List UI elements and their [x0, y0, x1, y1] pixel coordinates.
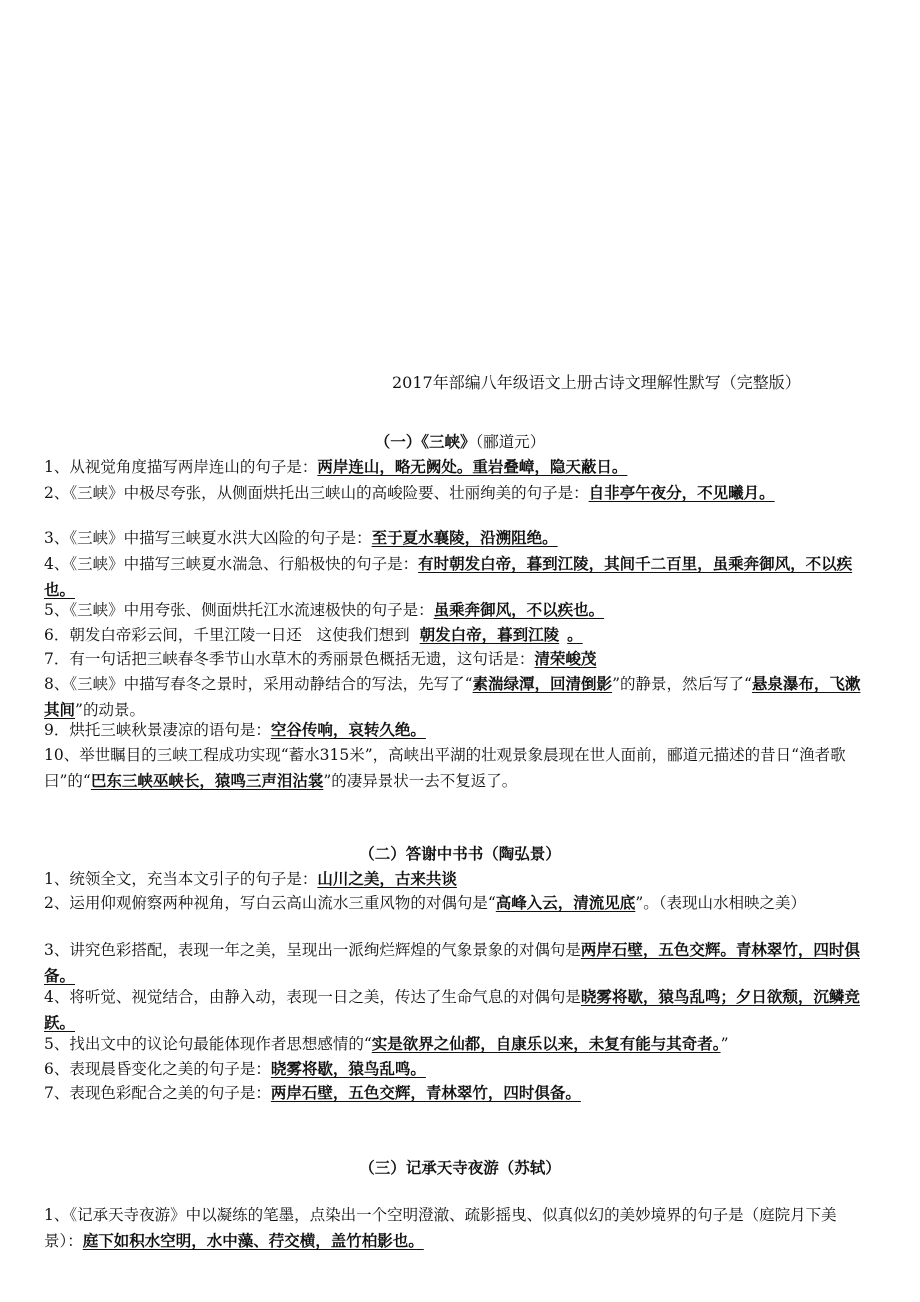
answer: 高峰入云，清流见底 — [495, 893, 636, 912]
s1-item-3: 3、《三峡》中描写三峡夏水洪大凶险的句子是：至于夏水襄陵，沿溯阻绝。 — [44, 528, 558, 547]
s2-item-1: 1、统领全文，充当本文引子的句子是：山川之美，古来共谈 — [44, 869, 457, 888]
answer: 两岸连山，略无阙处。重岩叠嶂，隐天蔽日。 — [317, 457, 628, 476]
section-2-author: （陶弘景） — [483, 844, 561, 863]
s2-item-6: 6、表现晨昏变化之美的句子是：晓雾将歇，猿鸟乱鸣。 — [44, 1059, 426, 1078]
s1-item-5: 5、《三峡》中用夸张、侧面烘托江水流速极快的句子是：虽乘奔御风，不以疾也。 — [44, 600, 605, 619]
s2-item-2: 2、运用仰观俯察两种视角，写白云高山流水三重风物的对偶句是“高峰入云，清流见底”。（表现山水相映之美） — [44, 893, 806, 912]
s2-item-3: 3、讲究色彩搭配，表现一年之美，呈现出一派绚烂辉煌的气象景象的对偶句是两岸石壁，五色交辉。青林翠竹，四时俱备。 — [44, 940, 860, 985]
answer: 两岸石壁，五色交辉，青林翠竹，四时俱备。 — [270, 1083, 581, 1102]
document-title: 2017年部编八年级语文上册古诗文理解性默写（完整版） — [392, 373, 801, 392]
section-3-title: （三）记承天寺夜游 — [359, 1158, 499, 1177]
s1-item-10: 10、举世瞩目的三峡工程成功实现“蓄水315米”，高峡出平湖的壮观景象晨现在世人面前，郦道元描述的昔日“渔者歌曰”的“巴东三峡巫峡长，猿鸣三声泪沾裳”的凄异景状一去不复返了。 — [44, 746, 846, 790]
s1-item-7: 7．有一句话把三峡春冬季节山水草木的秀丽景色概括无遗，这句话是：清荣峻茂 — [44, 649, 597, 668]
answer: 山川之美，古来共谈 — [317, 869, 457, 888]
answer-2: 悬泉瀑布，飞漱其间 — [44, 674, 861, 719]
s2-item-7: 7、表现色彩配合之美的句子是：两岸石壁，五色交辉，青林翠竹，四时俱备。 — [44, 1083, 581, 1102]
answer: 实是欲界之仙都，自康乐以来，未复有能与其奇者。 — [371, 1034, 721, 1053]
answer: 晓雾将歇，猿鸟乱鸣。 — [270, 1059, 426, 1078]
answer: 两岸石壁，五色交辉。青林翠竹，四时俱备。 — [44, 940, 860, 985]
answer: 巴东三峡巫峡长，猿鸣三声泪沾裳 — [90, 771, 324, 790]
s1-item-9: 9．烘托三峡秋景凄凉的语句是：空谷传响，哀转久绝。 — [44, 720, 426, 739]
s1-item-1: 1、从视觉角度描写两岸连山的句子是：两岸连山，略无阙处。重岩叠嶂，隐天蔽日。 — [44, 457, 628, 476]
answer: 庭下如积水空明，水中藻、荇交横，盖竹柏影也。 — [82, 1231, 424, 1250]
section-1-title: （一）《三峡》 — [374, 432, 476, 451]
answer: 自非亭午夜分，不见曦月。 — [588, 483, 775, 502]
section-3-author: （苏轼） — [498, 1158, 561, 1177]
section-2-heading — [0, 842, 920, 864]
s1-item-8: 8、《三峡》中描写春冬之景时，采用动静结合的写法，先写了“素湍绿潭，回清倒影”的静景，然后写了“悬泉瀑布，飞漱其间”的动景。 — [44, 674, 861, 719]
answer: 晓雾将歇，猿鸟乱鸣；夕日欲颓，沉鳞竞跃。 — [44, 987, 860, 1032]
answer: 至于夏水襄陵，沿溯阻绝。 — [371, 528, 558, 547]
s1-item-6: 6．朝发白帝彩云间，千里江陵一日还 这使我们想到 朝发白帝，暮到江陵 。 — [44, 625, 583, 644]
s1-item-4: 4、《三峡》中描写三峡夏水湍急、行船极快的句子是：有时朝发白帝，暮到江陵，其间千二百里，虽乘奔御风，不以疾也。 — [44, 554, 853, 599]
s1-item-2: 2、《三峡》中极尽夸张，从侧面烘托出三峡山的高峻险要、壮丽绚美的句子是：自非亭午夜分，不见曦月。 — [44, 483, 775, 502]
answer: 有时朝发白帝，暮到江陵，其间千二百里，虽乘奔御风，不以疾也。 — [44, 554, 853, 599]
answer: 清荣峻茂 — [534, 649, 597, 668]
section-1-heading — [0, 430, 920, 452]
s3-item-1: 1、《记承天寺夜游》中以凝练的笔墨，点染出一个空明澄澈、疏影摇曳、似真似幻的美妙境界的句子是（庭院月下美景）：庭下如积水空明，水中藻、荇交横，盖竹柏影也。 — [44, 1206, 837, 1250]
answer: 虽乘奔御风，不以疾也。 — [433, 600, 605, 619]
section-1-author: （郦道元） — [475, 433, 546, 451]
section-3-heading — [0, 1156, 920, 1178]
answer: 朝发白帝，暮到江陵 — [419, 625, 560, 644]
s2-item-4: 4、将听觉、视觉结合，由静入动，表现一日之美，传达了生命气息的对偶句是晓雾将歇，猿鸟乱鸣；夕日欲颓，沉鳞竞跃。 — [44, 987, 860, 1032]
answer: 空谷传响，哀转久绝。 — [270, 720, 426, 739]
s2-item-5: 5、找出文中的议论句最能体现作者思想感情的“实是欲界之仙都，自康乐以来，未复有能与其奇者。” — [44, 1034, 729, 1053]
answer: 素湍绿潭，回清倒影 — [472, 674, 613, 693]
section-2-title: （二）答谢中书书 — [359, 844, 484, 863]
